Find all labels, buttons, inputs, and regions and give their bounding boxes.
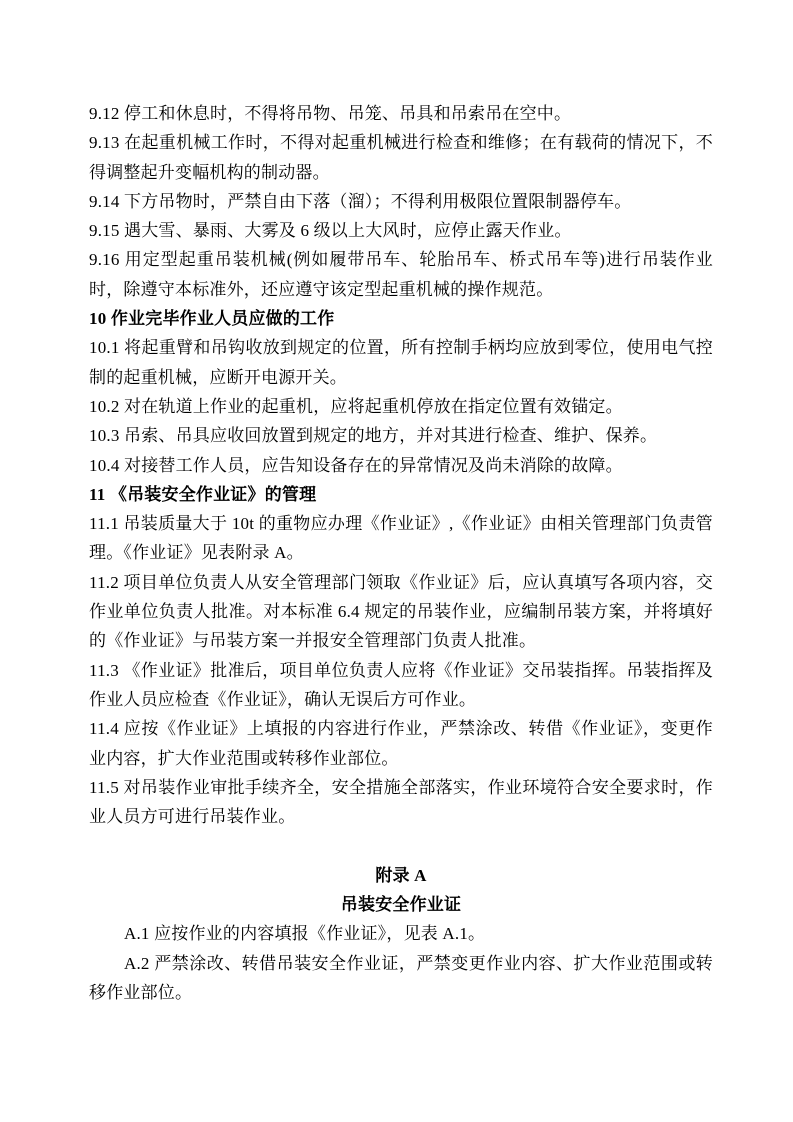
paragraph-11.1: 11.1 吊装质量大于 10t 的重物应办理《作业证》,《作业证》由相关管理部门负责管理。《作业证》见表附录 A。 [89, 514, 713, 563]
paragraph-11.5: 11.5 对吊装作业审批手续齐全，安全措施全部落实，作业环境符合安全要求时，作业人员方可进行吊装作业。 [89, 777, 713, 827]
paragraph-11.3: 11.3 《作业证》批准后，项目单位负责人应将《作业证》交吊装指挥。吊装指挥及作业人员应检查《作业证》，确认无误后方可作业。 [89, 660, 713, 709]
paragraph-10.3: 10.3 吊索、吊具应收回放置到规定的地方，并对其进行检查、维护、保养。 [89, 426, 658, 446]
paragraph-9.15: 9.15 遇大雪、暴雨、大雾及 6 级以上大风时，应停止露天作业。 [89, 221, 572, 241]
paragraph-11.4: 11.4 应按《作业证》上填报的内容进行作业，严禁涂改、转借《作业证》，变更作业内容，扩大作业范围或转移作业部位。 [89, 719, 713, 768]
paragraph-9.13: 9.13 在起重机械工作时，不得对起重机械进行检查和维修；在有载荷的情况下，不得调整起升变幅机构的制动器。 [89, 133, 713, 182]
paragraph-10.1: 10.1 将起重臂和吊钩收放到规定的位置，所有控制手柄均应放到零位，使用电气控制的起重机械，应断开电源开关。 [89, 338, 713, 387]
paragraph-appendix-a-subtitle: 吊装安全作业证 [340, 895, 462, 915]
paragraph-11.2: 11.2 项目单位负责人从安全管理部门领取《作业证》后，应认真填写各项内容，交作业单位负责人批准。对本标准 6.4 规定的吊装作业，应编制吊装方案，并将填好的《作业证》与吊装方案一并报安全管理部门负责人批准。 [89, 572, 713, 651]
paragraph-10: 10 作业完毕作业人员应做的工作 [89, 309, 335, 329]
paragraph-11: 11 《吊装安全作业证》的管理 [89, 484, 317, 504]
paragraph-A.1: A.1 应按作业的内容填报《作业证》，见表 A.1。 [124, 924, 486, 944]
paragraph-10.4: 10.4 对接替工作人员，应告知设备存在的异常情况及尚未消除的故障。 [89, 455, 623, 475]
paragraph-A.2: A.2 严禁涂改、转借吊装安全作业证，严禁变更作业内容、扩大作业范围或转移作业部位。 [89, 953, 713, 1002]
paragraph-9.12: 9.12 停工和休息时，不得将吊物、吊笼、吊具和吊索吊在空中。 [89, 104, 572, 123]
paragraph-10.2: 10.2 对在轨道上作业的起重机，应将起重机停放在指定位置有效锚定。 [89, 396, 623, 416]
document-content [89, 99, 713, 1007]
paragraph-9.14: 9.14 下方吊物时，严禁自由下落（溜）；不得利用极限位置限制器停车。 [89, 191, 632, 211]
paragraph-appendix-a-title: 附录 A [375, 865, 427, 885]
paragraph-9.16: 9.16 用定型起重吊装机械(例如履带吊车、轮胎吊车、桥式吊车等)进行吊装作业时，除遵守本标准外，还应遵守该定型起重机械的操作规范。 [89, 250, 713, 299]
